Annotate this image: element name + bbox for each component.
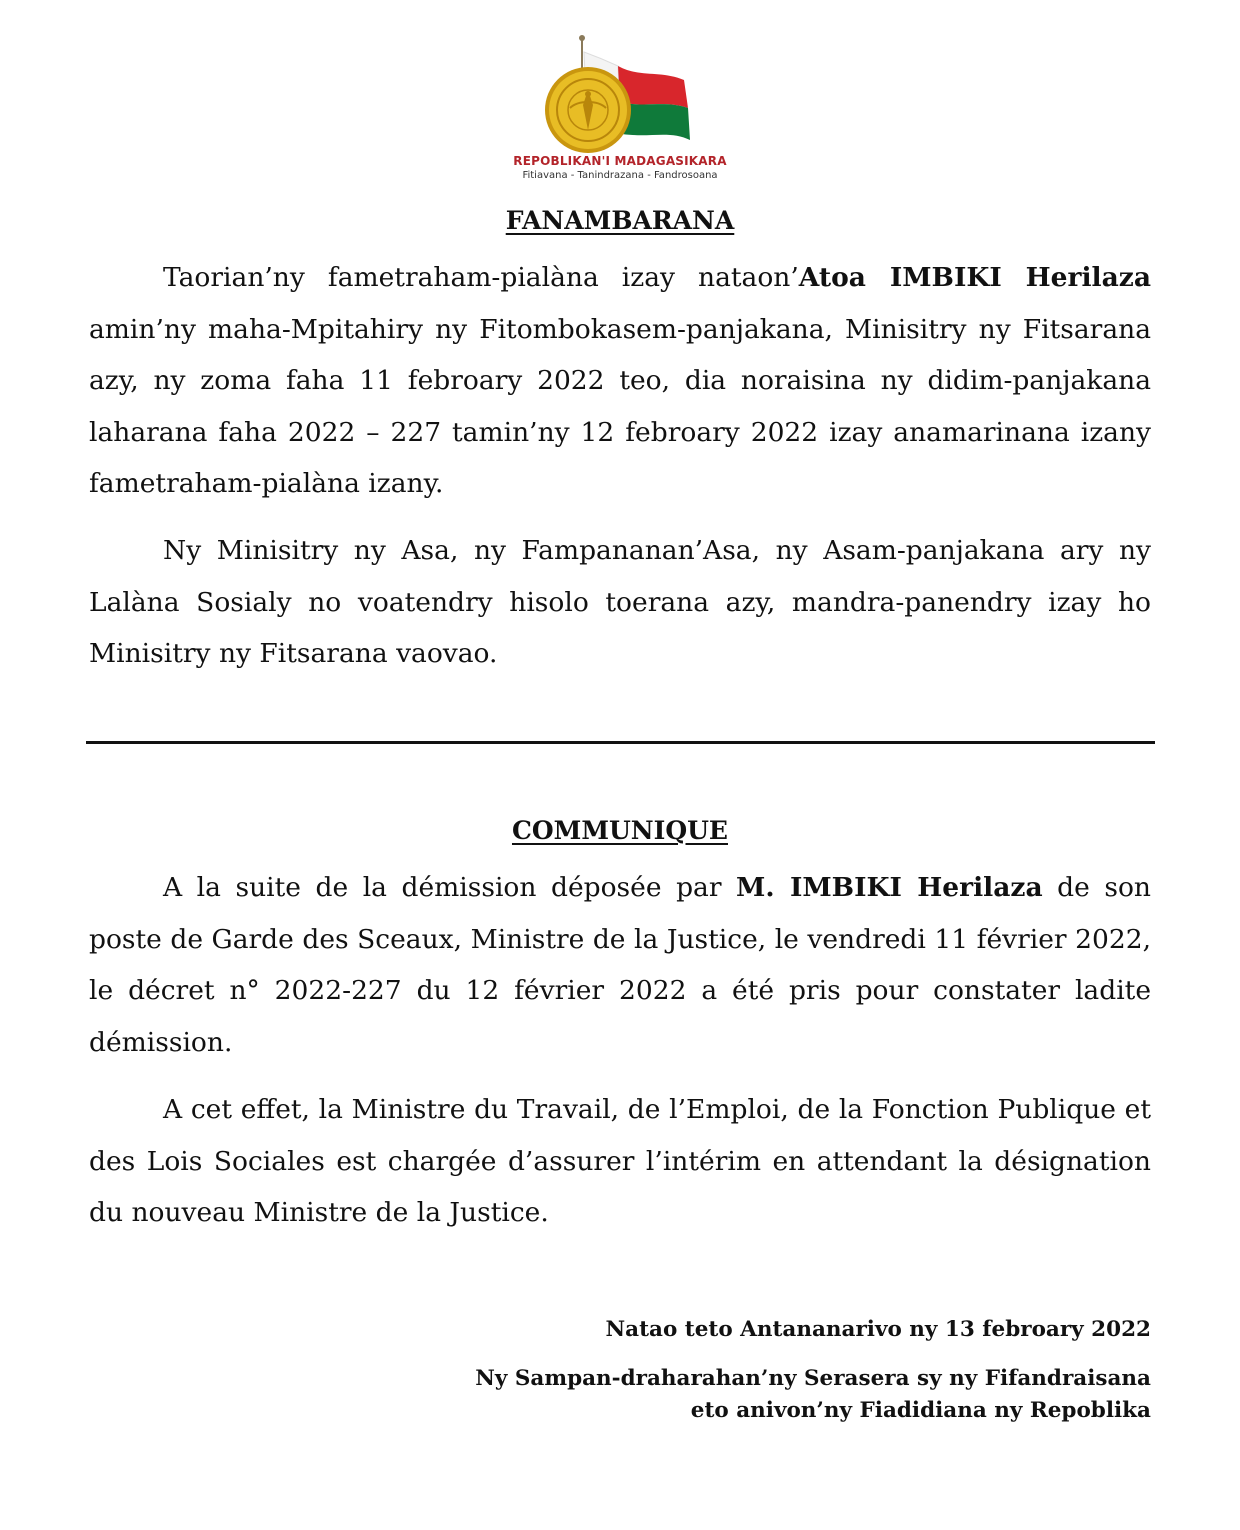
malagasy-p1-body: amin’ny maha-Mpitahiry ny Fitombokasem-panjakana, Minisitry ny Fitsarana azy, ny zoma faha 11 febroary 2022 teo, dia noraisina ny didim-panjakana laharana faha 2022 – 227 tamin’ny 12 febroary 2022 izay anamarinana izany fametraham-pialàna izany. [89, 313, 1151, 499]
republic-logo [500, 30, 740, 185]
french-p1-intro: A la suite de la démission déposée par [163, 872, 737, 903]
malagasy-paragraph-2: Ny Minisitry ny Asa, ny Fampananan’Asa, ny Asam-panjakana ary ny Lalàna Sosialy no voatendry hisolo toerana azy, mandra-panendry izay ho Minisitry ny Fitsarana vaovao. [89, 535, 1151, 669]
malagasy-p1-intro: Taorian’ny fametraham-pialàna izay nataon’ [163, 262, 799, 293]
french-paragraph-1 [89, 862, 1151, 1068]
seal-and-flag-icon [500, 30, 740, 155]
french-paragraph-2: A cet effet, la Ministre du Travail, de l’Emploi, de la Fonction Publique et des Lois Sociales est chargée d’assurer l’intérim en attendant la désignation du nouveau Ministre de la Justice. [89, 1094, 1151, 1228]
place-and-date: Natao teto Antananarivo ny 13 febroary 2022 [605, 1317, 1151, 1342]
malagasy-minister-name: Atoa IMBIKI Herilaza [798, 262, 1151, 293]
french-p1-body: de son poste de Garde des Sceaux, Ministre de la Justice, le vendredi 11 février 2022, le décret n° 2022-227 du 12 février 2022 a été pris pour constater ladite démission. [89, 872, 1151, 1058]
signatory-line-2: eto anivon’ny Fiadidiana ny Repoblika [690, 1398, 1151, 1423]
logo-title: REPOBLIKAN'I MADAGASIKARA [513, 154, 727, 168]
malagasy-paragraph-1 [89, 252, 1151, 510]
signatory-line-1: Ny Sampan-draharahan’ny Serasera sy ny Fifandraisana [475, 1366, 1151, 1391]
logo-motto: Fitiavana - Tanindrazana - Fandrosoana [522, 170, 718, 181]
malagasy-heading: FANAMBARANA [505, 206, 735, 235]
section-divider [86, 741, 1155, 744]
french-minister-name: M. IMBIKI Herilaza [736, 872, 1043, 903]
french-heading: COMMUNIQUE [511, 816, 728, 845]
